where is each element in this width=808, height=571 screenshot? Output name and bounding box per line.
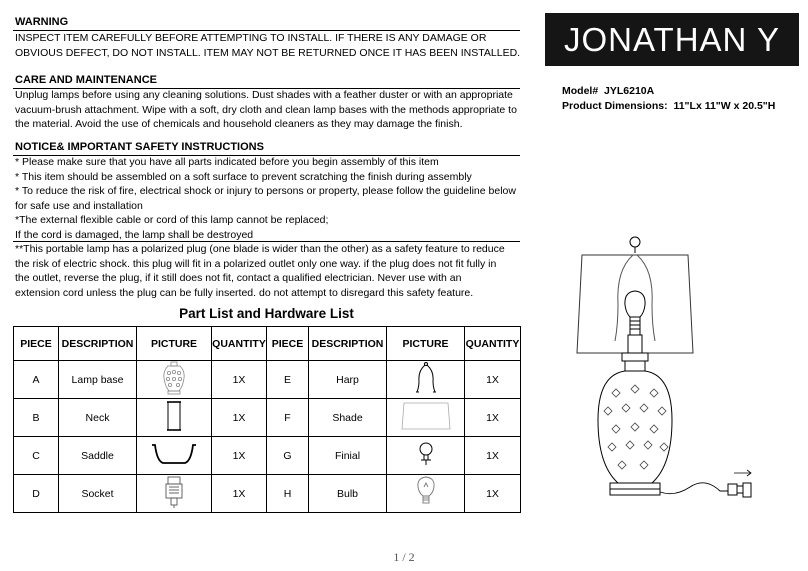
piece-cell: C (14, 437, 59, 475)
dims-label: Product Dimensions: (562, 100, 668, 112)
plug-part (728, 484, 737, 495)
arrow-icon (734, 470, 751, 476)
picture-cell (137, 361, 212, 399)
model-value: JYL6210A (604, 85, 655, 97)
care-line: the material. Avoid the use of chemicals and household cleaners as they may damage the finish. (15, 118, 463, 130)
shade-icon (400, 399, 452, 433)
brand-logo: JONATHAN Y (545, 13, 799, 66)
description-cell: Saddle (59, 437, 137, 475)
safety-line: * Please make sure that you have all parts indicated before you begin assembly of this item (15, 156, 439, 168)
saddle-icon (149, 439, 199, 469)
piece-cell: A (14, 361, 59, 399)
plug-text (15, 242, 505, 300)
model-line (562, 84, 775, 99)
picture-cell (387, 475, 465, 513)
lamp-base-icon (157, 361, 191, 395)
description-cell: Shade (309, 399, 387, 437)
model-label: Model# (562, 85, 599, 97)
model-info (562, 84, 775, 114)
safety-heading: NOTICE& IMPORTANT SAFETY INSTRUCTIONS (15, 141, 264, 153)
dims-value: 11"Lx 11"W x 20.5"H (673, 100, 776, 112)
quantity-cell: 1X (212, 475, 267, 513)
safety-line: * This item should be assembled on a soft surface to prevent scratching the finish during assembly (15, 170, 472, 183)
warning-heading: WARNING (15, 16, 69, 28)
description-cell: Bulb (309, 475, 387, 513)
plug-line: the outlet, reverse the plug, if it still does not fit, contact a qualified electrician. Never use with an (15, 272, 462, 284)
picture-cell (137, 475, 212, 513)
picture-cell (137, 437, 212, 475)
quantity-cell: 1X (465, 437, 521, 475)
picture-cell (137, 399, 212, 437)
warning-line: INSPECT ITEM CAREFULLY BEFORE ATTEMPTING TO INSTALL. IF THERE IS ANY DAMAGE OR (15, 32, 487, 44)
safety-line: If the cord is damaged, the lamp shall be destroyed (15, 228, 254, 241)
care-line: vacuum-brush attachment. Wipe with a soft, dry cloth and clean lamp bases with the methods appropriate to (15, 103, 517, 116)
description-cell: Lamp base (59, 361, 137, 399)
piece-cell: E (267, 361, 309, 399)
table-row (14, 475, 521, 513)
dims-line (562, 99, 775, 114)
base-part (598, 371, 672, 483)
care-heading: CARE AND MAINTENANCE (15, 74, 157, 86)
description-cell: Harp (309, 361, 387, 399)
quantity-cell: 1X (465, 399, 521, 437)
piece-cell: H (267, 475, 309, 513)
piece-cell: G (267, 437, 309, 475)
bulb-part (625, 291, 645, 317)
quantity-cell: 1X (212, 399, 267, 437)
safety-text (15, 155, 516, 242)
care-text (15, 88, 517, 132)
care-line: Unplug lamps before using any cleaning solutions. Dust shades with a feather duster or with an appropriate (15, 89, 513, 101)
safety-line: * To reduce the risk of fire, electrical shock or injury to persons or property, please follow the guideline below (15, 185, 516, 197)
cord-part (660, 483, 728, 494)
parts-table (13, 326, 521, 513)
picture-cell (387, 437, 465, 475)
harp-icon (413, 361, 439, 395)
description-cell: Socket (59, 475, 137, 513)
plug-line: **This portable lamp has a polarized plug (one blade is wider than the other) as a safety feature to reduce (15, 243, 505, 255)
piece-cell: B (14, 399, 59, 437)
table-row (14, 361, 521, 399)
quantity-cell: 1X (465, 475, 521, 513)
plug-line: the risk of electric shock. this plug will fit in a polarized outlet only one way. if the plug does not fit fully in (15, 257, 497, 270)
shade-part (577, 255, 693, 353)
page-number: 1 / 2 (393, 550, 415, 564)
neck-icon (164, 399, 184, 433)
col-description: DESCRIPTION (309, 327, 387, 361)
table-row (14, 399, 521, 437)
warning-text (15, 31, 520, 60)
quantity-cell: 1X (212, 437, 267, 475)
finial-part (630, 237, 640, 247)
bulb-icon (414, 475, 438, 509)
col-quantity: QUANTITY (465, 327, 521, 361)
plug-line: extension cord unless the plug can be fully inserted. do not attempt to disregard this safety feature. (15, 286, 474, 299)
col-quantity: QUANTITY (212, 327, 267, 361)
col-piece: PIECE (14, 327, 59, 361)
piece-cell: F (267, 399, 309, 437)
col-picture: PICTURE (137, 327, 212, 361)
col-piece: PIECE (267, 327, 309, 361)
safety-line: for safe use and installation (15, 199, 143, 212)
table-header-row (14, 327, 521, 361)
description-cell: Finial (309, 437, 387, 475)
lamp-illustration (560, 225, 800, 525)
parts-title: Part List and Hardware List (179, 306, 354, 321)
piece-cell: D (14, 475, 59, 513)
description-cell: Neck (59, 399, 137, 437)
quantity-cell: 1X (212, 361, 267, 399)
col-description: DESCRIPTION (59, 327, 137, 361)
finial-icon (416, 439, 436, 469)
table-row (14, 437, 521, 475)
socket-icon (162, 475, 186, 509)
picture-cell (387, 361, 465, 399)
safety-line: *The external flexible cable or cord of this lamp cannot be replaced; (15, 214, 329, 226)
warning-line: OBVIOUS DEFECT, DO NOT INSTALL. ITEM MAY NOT BE RETURNED ONCE IT HAS BEEN INSTALLED. (15, 46, 521, 59)
quantity-cell: 1X (465, 361, 521, 399)
col-picture: PICTURE (387, 327, 465, 361)
picture-cell (387, 399, 465, 437)
